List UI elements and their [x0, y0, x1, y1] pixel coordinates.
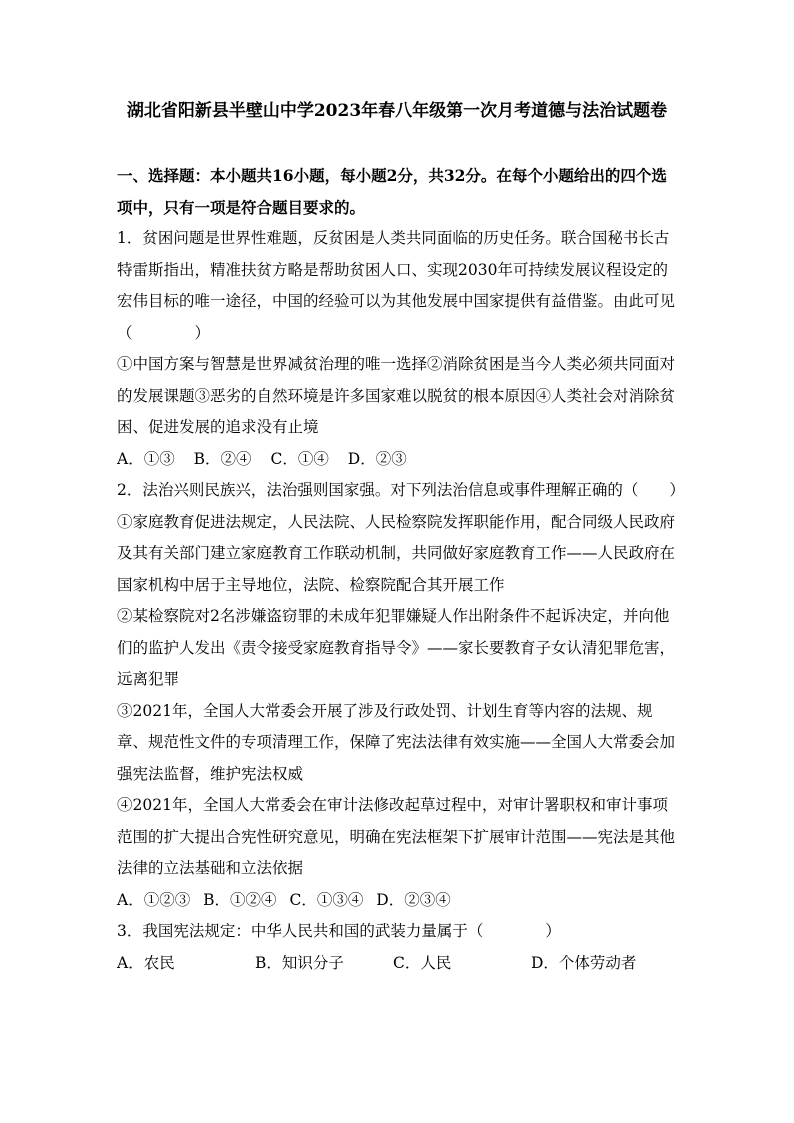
question-2-options: [117, 885, 679, 917]
question-2-option-d: D．②③④: [376, 890, 451, 909]
section-heading: 一、选择题：本小题共16小题，每小题2分，共32分。在每个小题给出的四个选项中，只有一项是符合题目要求的。: [117, 166, 667, 217]
question-3-option-b: B．知识分子: [255, 953, 344, 972]
question-2-stem: 2．法治兴则民族兴，法治强则国家强。对下列法治信息或事件理解正确的（ ）: [117, 481, 685, 499]
exam-content: [117, 160, 685, 979]
question-3-option-a: A．农民: [117, 953, 175, 972]
question-1-option-d: D．②③: [347, 449, 407, 468]
question-1-options: [117, 444, 679, 476]
question-2-option-a: A．①②③: [117, 890, 191, 909]
question-3-options: [117, 948, 679, 980]
exam-title: 湖北省阳新县半壁山中学2023年春八年级第一次月考道德与法治试题卷: [126, 101, 668, 121]
question-2-option-b: B．①②④: [203, 890, 277, 909]
question-2-statement-4: ④2021年，全国人大常委会在审计法修改起草过程中，对审计署职权和审计事项范围的扩大提出合宪性研究意见，明确在宪法框架下扩展审计范围——宪法是其他法律的立法基础和立法依据: [117, 796, 676, 877]
question-3-stem: 3．我国宪法规定：中华人民共和国的武装力量属于（ ）: [117, 922, 561, 940]
question-2-statement-1: ①家庭教育促进法规定，人民法院、人民检察院发挥职能作用，配合同级人民政府及其有关部门建立家庭教育工作联动机制，共同做好家庭教育工作——人民政府在国家机构中居于主导地位，法院、检察院配合其开展工作: [117, 512, 676, 594]
question-3-option-c: C．人民: [393, 953, 452, 972]
question-2-option-c: C．①③④: [289, 890, 364, 909]
question-3-option-d: D．个体劳动者: [531, 953, 637, 972]
question-2-statement-2: ②某检察院对2名涉嫌盗窃罪的未成年犯罪嫌疑人作出附条件不起诉决定，并向他们的监护人发出《责令接受家庭教育指导令》——家长要教育子女认清犯罪危害，远离犯罪: [117, 607, 676, 688]
question-1-statements: ①中国方案与智慧是世界减贫治理的唯一选择②消除贫困是当今人类必须共同面对的发展课题③恶劣的自然环境是许多国家难以脱贫的根本原因④人类社会对消除贫困、促进发展的追求没有止境: [117, 355, 676, 436]
question-1-stem: 1．贫困问题是世界性难题，反贫困是人类共同面临的历史任务。联合国秘书长古特雷斯指出，精准扶贫方略是帮助贫困人口、实现2030年可持续发展议程设定的宏伟目标的唯一途径，中国的经验可以为其他发展中国家提供有益借鉴。由此可见（ ）: [117, 229, 676, 342]
question-1-option-b: B．②④: [193, 449, 252, 468]
question-2-statement-3: ③2021年，全国人大常委会开展了涉及行政处罚、计划生育等内容的法规、规章、规范性文件的专项清理工作，保障了宪法法律有效实施——全国人大常委会加强宪法监督，维护宪法权威: [117, 701, 676, 783]
question-1-option-c: C．①④: [270, 449, 329, 468]
question-1-option-a: A．①③: [117, 449, 175, 468]
